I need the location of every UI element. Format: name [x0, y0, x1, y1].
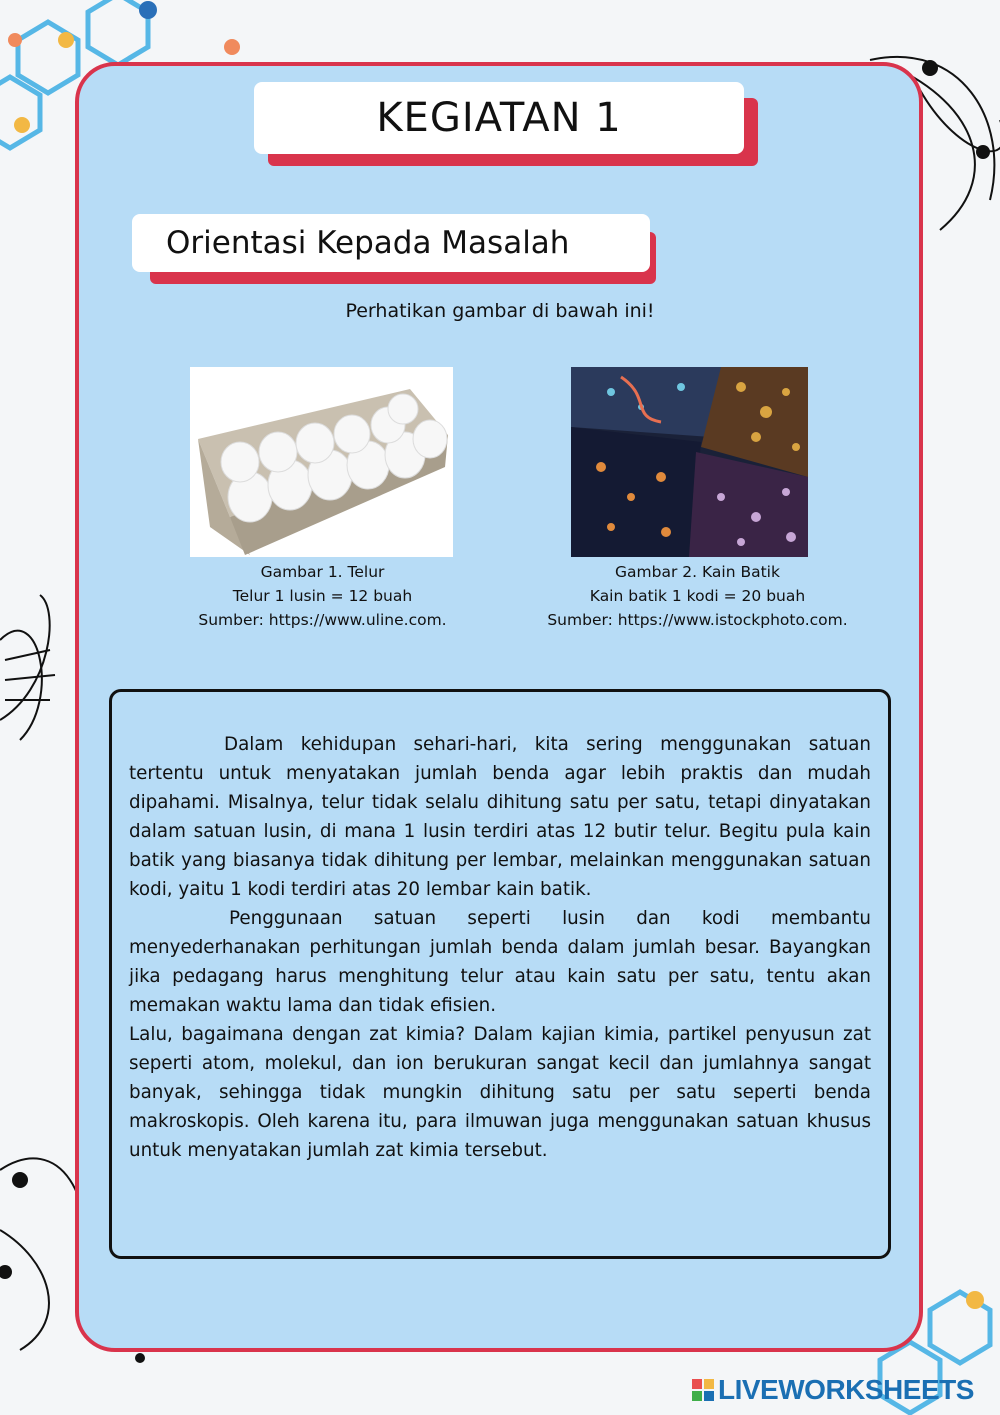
page-title: KEGIATAN 1 [254, 82, 744, 154]
reading-text-box [109, 689, 891, 1259]
reading-paragraph-1: Dalam kehidupan sehari-hari, kita sering menggunakan satuan tertentu untuk menyatakan jumlah benda agar lebih praktis dan mudah dipahami. Misalnya, telur tidak selalu dihitung satu per satu, tetapi dinyatakan dalam satuan lusin, di mana 1 lusin terdiri atas 12 butir telur. Begitu pula kain batik yang biasanya tidak dihitung per lembar, melainkan menggunakan satuan kodi, yaitu 1 kodi terdiri atas 20 lembar kain batik. [129, 734, 871, 900]
batik-fabric-image [571, 367, 808, 557]
figure-2-title: Gambar 2. Kain Batik [615, 563, 780, 581]
figure-1-caption [160, 560, 485, 632]
reading-paragraph-2: Penggunaan satuan seperti lusin dan kodi membantu menyederhanakan perhitungan jumlah benda dalam jumlah besar. Bayangkan jika pedagang harus menghitung telur atau kain satu per satu, tentu akan memakan waktu lama dan tidak efisien. [129, 908, 871, 1016]
figure-1-detail: Telur 1 lusin = 12 buah [232, 587, 413, 605]
dna-helix-left [0, 595, 55, 740]
figure-2-caption [515, 560, 880, 632]
figure-1-source: Sumber: https://www.uline.com. [198, 611, 447, 629]
instruction-text: Perhatikan gambar di bawah ini! [345, 300, 655, 322]
egg-carton-image [190, 367, 453, 557]
liveworksheets-logo-icon [692, 1379, 714, 1401]
figure-2-source: Sumber: https://www.istockphoto.com. [547, 611, 848, 629]
liveworksheets-logo [692, 1374, 974, 1406]
reading-paragraph-3: Lalu, bagaimana dengan zat kimia? Dalam kajian kimia, partikel penyusun zat seperti atom, molekul, dan ion berukuran sangat kecil dan jumlahnya sangat banyak, sehingga tidak mungkin dihitung satu per satu seperti benda makroskopis. Oleh karena itu, para ilmuwan juga menggunakan satuan khusus untuk menyatakan jumlah zat kimia tersebut. [129, 1024, 871, 1161]
orbit-lines-left [0, 1158, 85, 1350]
figure-2-detail: Kain batik 1 kodi = 20 buah [589, 587, 806, 605]
figure-1-title: Gambar 1. Telur [260, 563, 385, 581]
section-subtitle: Orientasi Kepada Masalah [132, 214, 650, 272]
liveworksheets-brand: LIVEWORKSHEETS [718, 1374, 974, 1405]
